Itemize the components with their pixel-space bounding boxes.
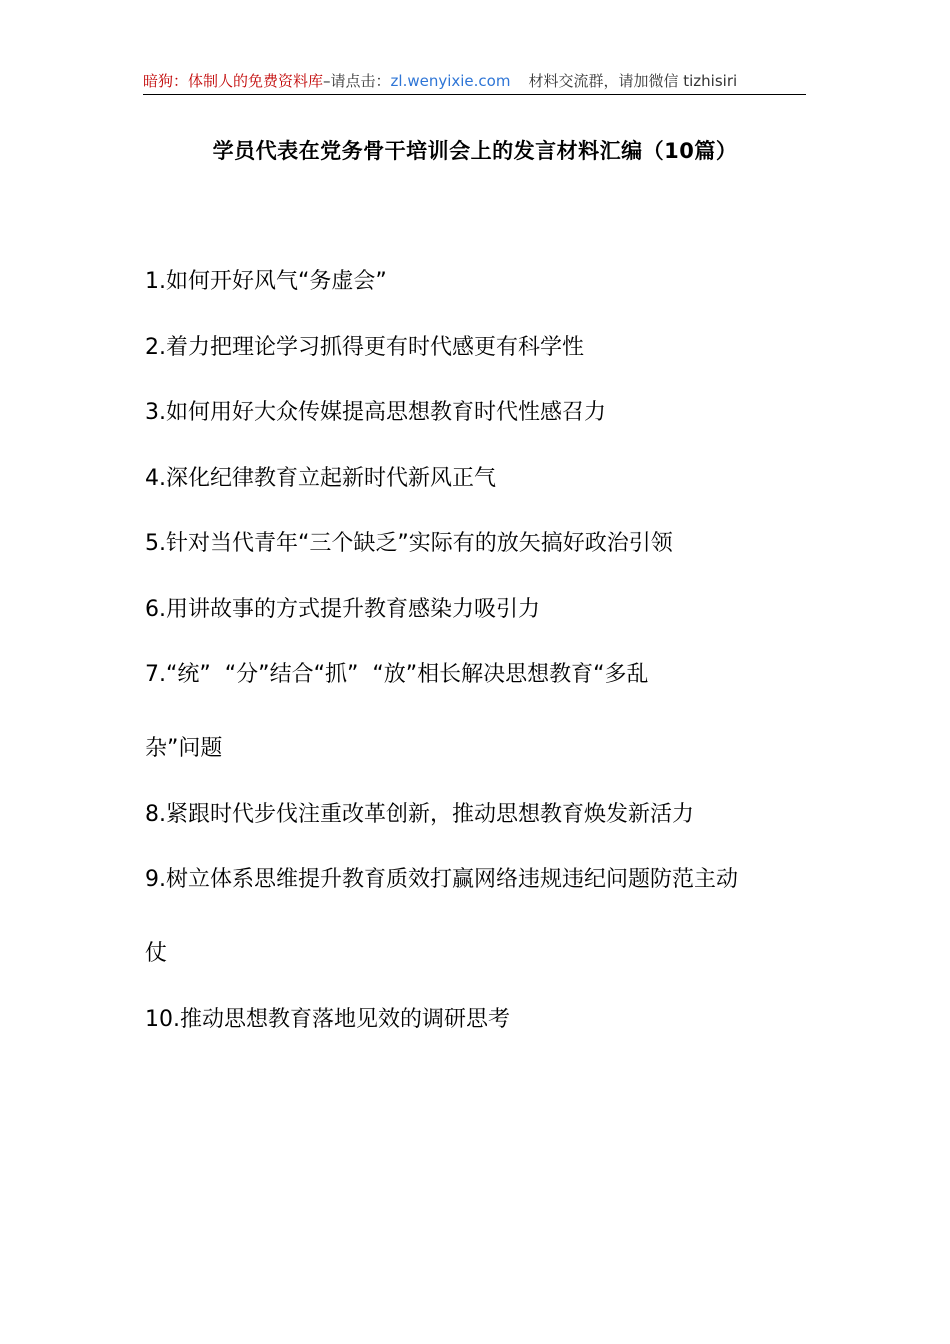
toc-item-line: 4.深化纪律教育立起新时代新风正气 — [145, 465, 496, 491]
document-title: 学员代表在党务骨干培训会上的发言材料汇编（10篇） — [212, 139, 738, 163]
toc-item-line: 9.树立体系思维提升教育质效打赢网络违规违纪问题防范主动 — [145, 867, 738, 892]
page-header — [143, 70, 806, 95]
toc-item-5 — [145, 526, 810, 562]
toc-item-9 — [145, 862, 810, 972]
header-prompt: –请点击： — [323, 72, 391, 90]
toc-item-2 — [145, 330, 810, 366]
toc-item-line-continued: 杂”问题 — [145, 736, 223, 761]
toc-item-line: 8.紧跟时代步伐注重改革创新，推动思想教育焕发新活力 — [145, 801, 694, 827]
toc-item-7 — [145, 657, 810, 767]
toc-item-8 — [145, 797, 810, 833]
toc-item-line: 2.着力把理论学习抓得更有时代感更有科学性 — [145, 334, 584, 360]
toc-item-line: 7.“统” “分”结合“抓” “放”相长解决思想教育“多乱 — [145, 662, 649, 687]
header-brand: 暗狗：体制人的免费资料库 — [143, 72, 324, 90]
table-of-contents — [145, 264, 810, 1067]
toc-item-line: 1.如何开好风气“务虚会” — [145, 269, 387, 294]
toc-item-line: 6.用讲故事的方式提升教育感染力吸引力 — [145, 596, 540, 622]
toc-item-line: 3.如何用好大众传媒提高思想教育时代性感召力 — [145, 400, 606, 425]
toc-item-line: 10.推动思想教育落地见效的调研思考 — [145, 1006, 510, 1032]
toc-item-1 — [145, 264, 810, 300]
toc-item-3 — [145, 395, 810, 431]
toc-item-line: 5.针对当代青年“三个缺乏”实际有的放矢搞好政治引领 — [145, 531, 673, 556]
toc-item-10 — [145, 1002, 810, 1038]
toc-item-line-continued: 仗 — [145, 941, 168, 966]
toc-item-4 — [145, 461, 810, 497]
header-link[interactable]: zl.wenyixie.com — [390, 72, 511, 90]
header-wechat-note: 材料交流群，请加微信 tizhisiri — [528, 72, 738, 90]
toc-item-6 — [145, 592, 810, 628]
